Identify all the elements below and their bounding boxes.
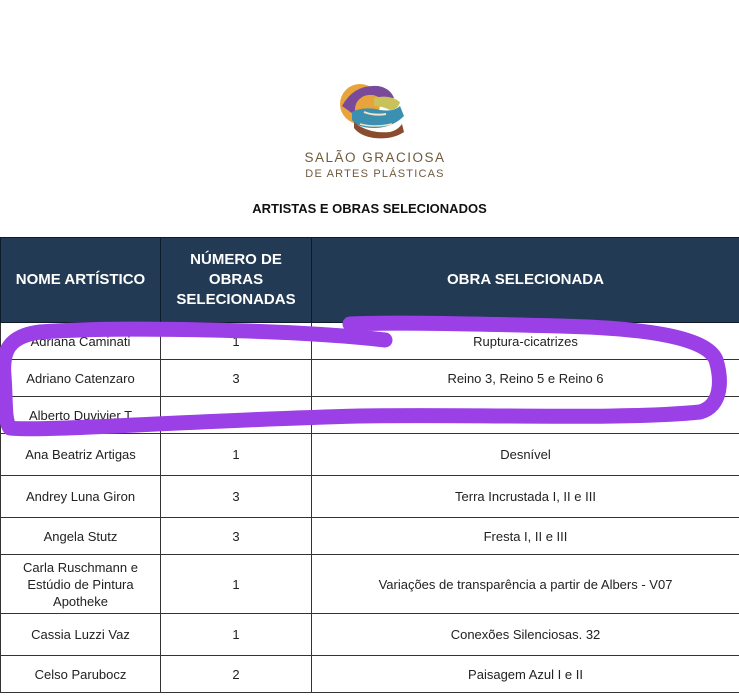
selection-table (0, 237, 739, 693)
page-title: ARTISTAS E OBRAS SELECIONADOS (252, 201, 487, 216)
work-title-cell: Variações de transparência a partir de Albers - V07 (312, 555, 739, 614)
work-title-cell (312, 397, 739, 434)
artist-name-cell: Angela Stutz (1, 518, 161, 555)
work-count-cell: 1 (161, 434, 312, 476)
artist-name-cell: Celso Parubocz (1, 656, 161, 693)
work-count-cell: 1 (161, 323, 312, 360)
artist-name-cell: Andrey Luna Giron (1, 476, 161, 518)
table-row (1, 555, 739, 614)
column-header-name: NOME ARTÍSTICO (1, 238, 161, 323)
work-title-cell: Ruptura-cicatrizes (312, 323, 739, 360)
brand-name: SALÃO GRACIOSA (304, 150, 446, 165)
artist-name-cell: Alberto Duvivier T (1, 397, 161, 434)
work-title-cell: Conexões Silenciosas. 32 (312, 614, 739, 656)
work-count-cell: 2 (161, 656, 312, 693)
work-count-cell (161, 397, 312, 434)
work-title-cell: Paisagem Azul I e II (312, 656, 739, 693)
column-header-count: NÚMERO DE OBRAS SELECIONADAS (161, 238, 312, 323)
table-row (1, 656, 739, 693)
work-title-cell: Reino 3, Reino 5 e Reino 6 (312, 360, 739, 397)
work-count-cell: 1 (161, 614, 312, 656)
artist-name-cell: Ana Beatriz Artigas (1, 434, 161, 476)
work-count-cell: 3 (161, 476, 312, 518)
work-count-cell: 3 (161, 360, 312, 397)
brand-subtitle: DE ARTES PLÁSTICAS (305, 168, 445, 180)
table-row (1, 476, 739, 518)
work-count-cell: 3 (161, 518, 312, 555)
work-title-cell: Fresta I, II e III (312, 518, 739, 555)
artist-name-cell: Carla Ruschmann e Estúdio de Pintura Apotheke (1, 555, 161, 614)
artist-name-cell: Adriana Caminati (1, 323, 161, 360)
work-title-cell: Terra Incrustada I, II e III (312, 476, 739, 518)
work-title-cell: Desnível (312, 434, 739, 476)
artist-name-cell: Adriano Catenzaro (1, 360, 161, 397)
salao-graciosa-logo (334, 76, 414, 140)
table-header-row (1, 238, 739, 323)
column-header-work: OBRA SELECIONADA (312, 238, 739, 323)
table-row (1, 360, 739, 397)
table-row (1, 397, 739, 434)
artist-name-cell: Cassia Luzzi Vaz (1, 614, 161, 656)
table-row (1, 518, 739, 555)
work-count-cell: 1 (161, 555, 312, 614)
table-row (1, 434, 739, 476)
table-row (1, 614, 739, 656)
table-row (1, 323, 739, 360)
